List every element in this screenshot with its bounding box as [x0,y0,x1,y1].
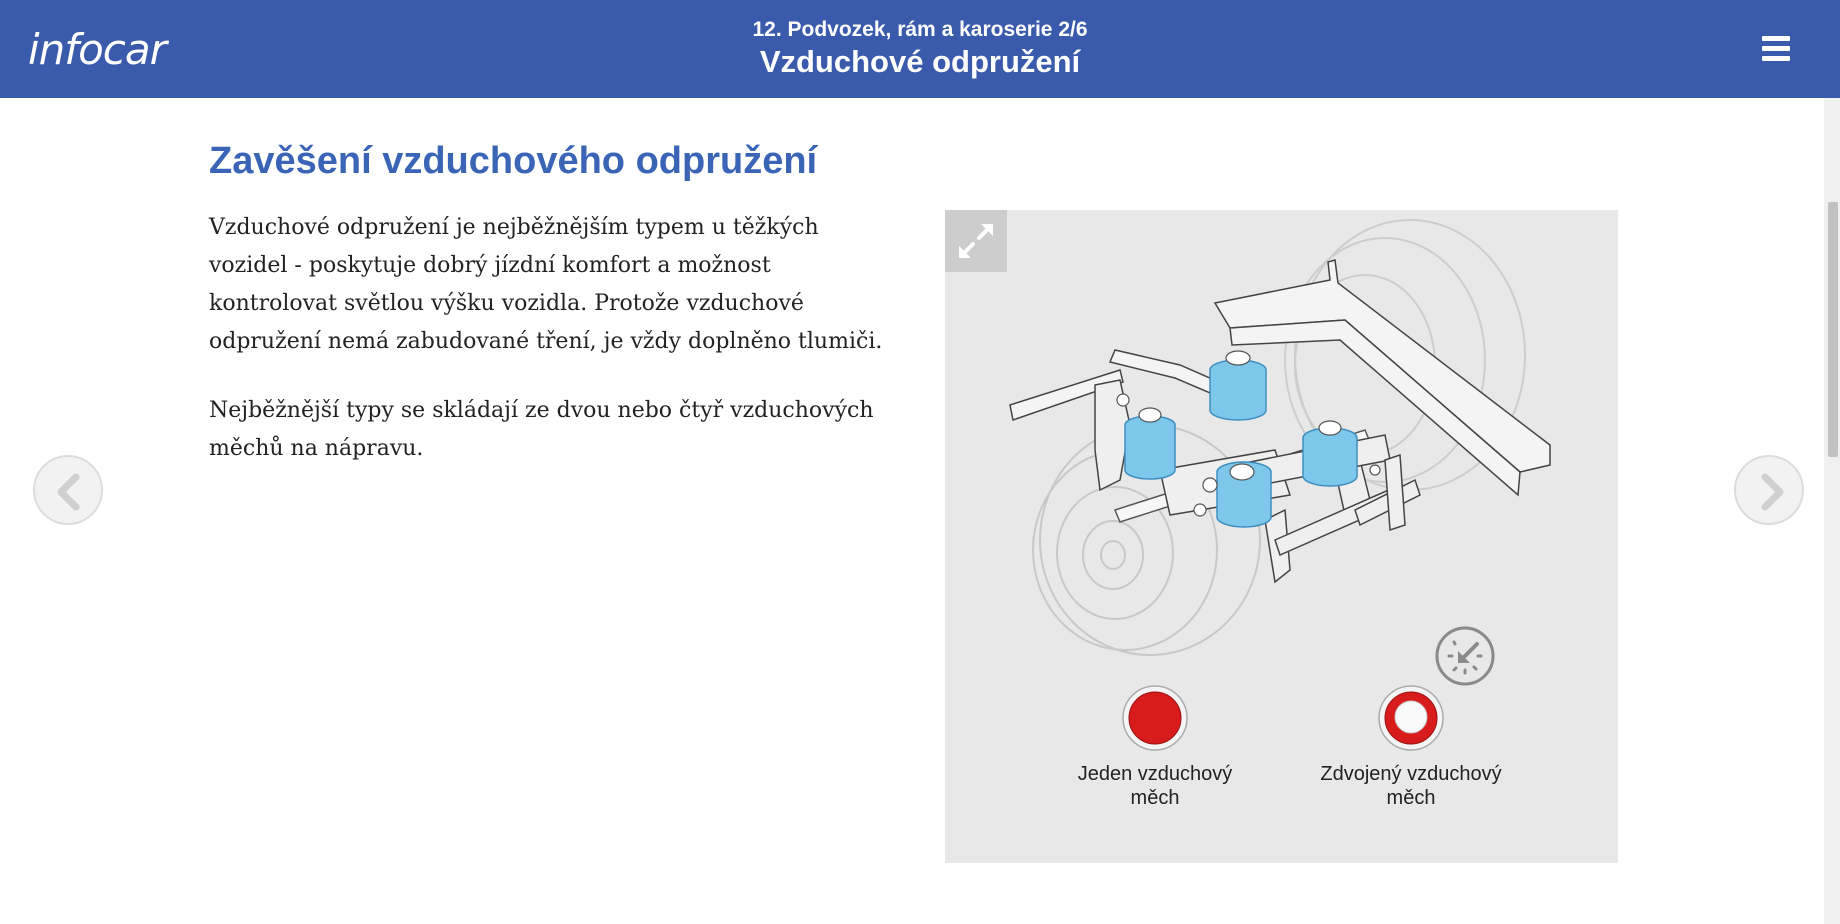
chevron-right-icon [1736,457,1806,527]
air-suspension-illustration [945,210,1618,680]
next-page-button[interactable] [1734,455,1804,525]
red-button-ring-icon [1378,685,1444,751]
paragraph-2: Nejběžnější typy se skládají ze dvou nebo čtyř vzduchových měchů na nápravu. [209,398,874,461]
page-title: Vzduchové odpružení [759,44,1081,79]
red-button-filled-icon [1122,685,1188,751]
section-heading: Zavěšení vzduchového odpružení [209,140,818,182]
hamburger-menu-icon[interactable] [1762,36,1790,61]
scrollbar-thumb[interactable] [1828,202,1838,457]
collapse-toggle-icon[interactable] [1434,625,1496,692]
expand-arrows-icon [945,210,1007,272]
paragraph-1: Vzduchové odpružení je nejběžnějším typem u těžkých vozidel - poskytuje dobrý jízdní komfort a možnost kontrolovat světlou výšku vozidla. Protože vzduchové odpružení nemá zabudované tření, je vždy doplněno tlumiči. [209,215,883,354]
single-bellows-label: Jeden vzduchový měch [1077,763,1233,809]
double-bellows-button[interactable] [1378,685,1444,751]
chapter-subtitle: 12. Podvozek, rám a karoserie 2/6 [752,18,1088,41]
double-bellows-label: Zdvojený vzduchový měch [1320,763,1502,809]
expand-button[interactable] [945,210,1007,272]
top-bar [0,0,1840,98]
previous-page-button[interactable] [33,455,103,525]
interactive-figure [945,210,1618,863]
scrollbar[interactable] [1824,98,1840,924]
single-bellows-button[interactable] [1122,685,1188,751]
infocar-logo[interactable]: infocar [28,25,166,74]
chevron-left-icon [35,457,105,527]
